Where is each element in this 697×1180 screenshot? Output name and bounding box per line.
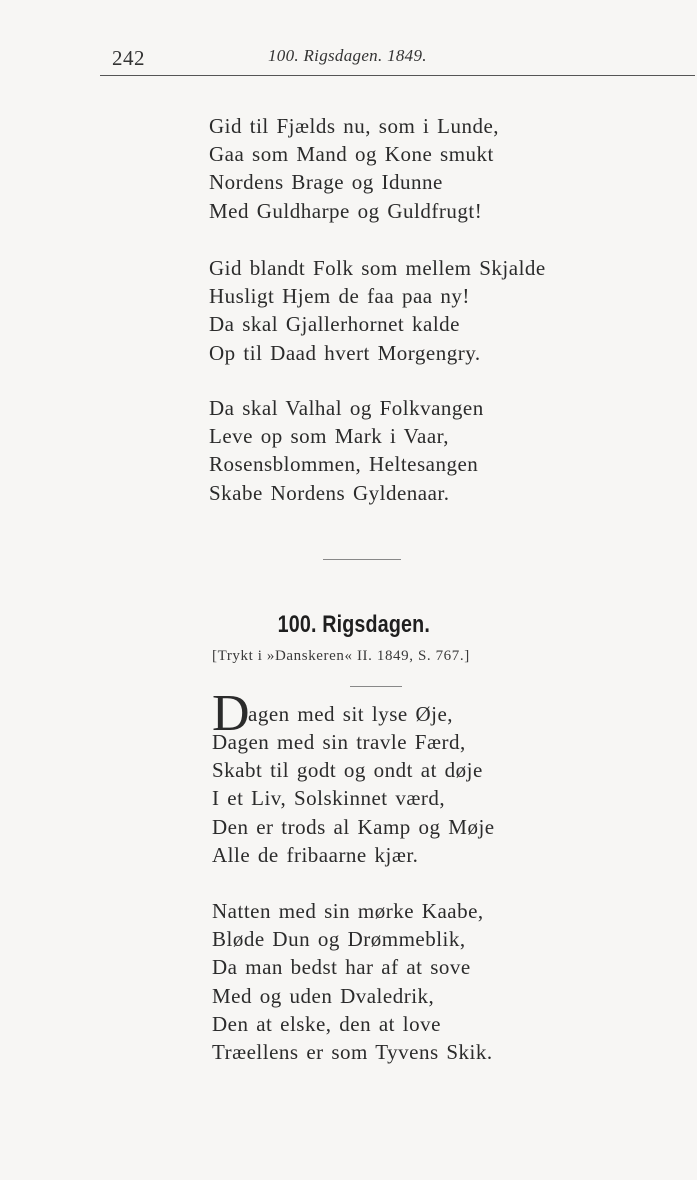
verse-line: Skabe Nordens Gyldenaar. <box>209 480 450 505</box>
section-divider <box>323 559 401 560</box>
poem-title: 100. Rigsdagen. <box>277 611 430 638</box>
verse-line: I et Liv, Solskinnet værd, <box>212 786 446 811</box>
verse-line: Den er trods al Kamp og Møje <box>212 814 495 839</box>
verse-line: Gid til Fjælds nu, som i Lunde, <box>209 114 500 138</box>
verse-line: Rosensblommen, Heltesangen <box>209 452 479 477</box>
verse-line: Leve op som Mark i Vaar, <box>209 424 450 449</box>
header-rule <box>100 75 695 76</box>
stanza-3 <box>209 394 484 507</box>
verse-line: Nordens Brage og Idunne <box>209 170 443 195</box>
verse-line: Da skal Valhal og Folkvangen <box>209 396 484 420</box>
verse-line: Den at elske, den at love <box>212 1011 441 1036</box>
verse-line: Med Guldharpe og Guldfrugt! <box>209 198 483 223</box>
verse-line: Alle de fribaarne kjær. <box>212 842 419 867</box>
verse-line: Træellens er som Tyvens Skik. <box>212 1039 493 1064</box>
verse-line: Husligt Hjem de faa paa ny! <box>209 284 470 309</box>
verse-line: Da skal Gjallerhornet kalde <box>209 312 460 337</box>
drop-cap: D <box>212 685 250 742</box>
stanza-2 <box>209 254 546 367</box>
verse-line: Gaa som Mand og Kone smukt <box>209 142 494 167</box>
verse-line: Dagen med sin travle Færd, <box>212 730 466 754</box>
title-rule <box>350 686 402 687</box>
poem-stanza-1 <box>212 728 495 869</box>
verse-line: Bløde Dun og Drømmeblik, <box>212 927 466 952</box>
verse-line: Da man bedst har af at sove <box>212 955 471 980</box>
stanza-1 <box>209 112 499 225</box>
first-line-rest: agen med sit lyse Øje, <box>248 702 454 726</box>
verse-line: Gid blandt Folk som mellem Skjalde <box>209 256 546 280</box>
verse-line: Skabt til godt og ondt at døje <box>212 758 483 783</box>
verse-line: Natten med sin mørke Kaabe, <box>212 899 484 923</box>
poem-stanza-2 <box>212 897 493 1066</box>
source-note: [Trykt i »Danskeren« II. 1849, S. 767.] <box>212 648 470 664</box>
running-head: 100. Rigsdagen. 1849. <box>268 46 427 65</box>
verse-line: Op til Daad hvert Morgengry. <box>209 340 481 365</box>
verse-line: Med og uden Dvaledrik, <box>212 983 435 1008</box>
page-number: 242 <box>112 46 145 70</box>
